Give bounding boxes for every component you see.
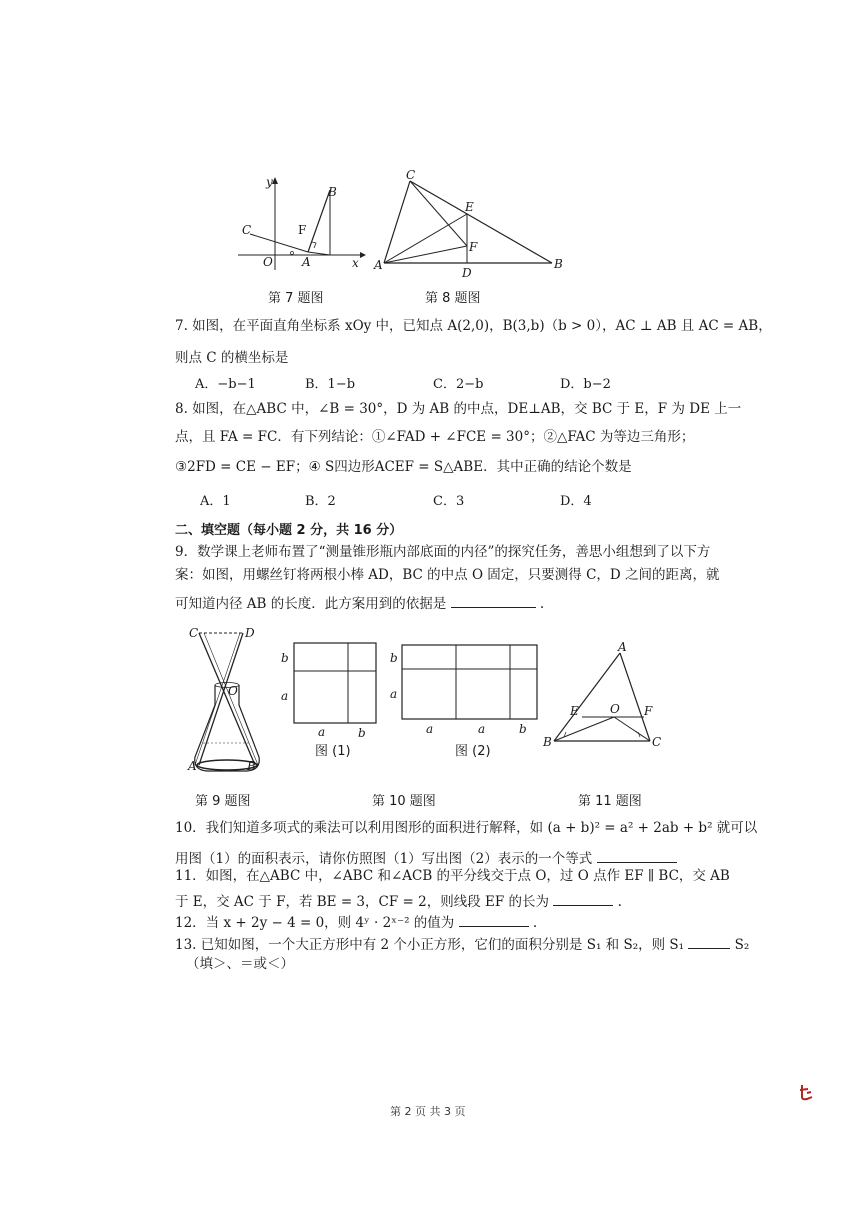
figure-8-triangle-diagram [370, 165, 570, 280]
question-9-answer-blank[interactable] [451, 595, 536, 608]
figure-7-caption: 第 7 题图 [268, 291, 324, 306]
fig7-label-f: F [298, 223, 307, 237]
fig7-label-c: C [242, 223, 252, 237]
question-13-line-1-text: 13. 已知如图，一个大正方形中有 2 个小正方形，它们的面积分别是 S₁ 和 S₂，则 S₁ [175, 937, 685, 953]
question-12-tail: . [532, 915, 538, 931]
question-8-line-1: 8. 如图，在△ABC 中，∠B = 30°，D 为 AB 的中点，DE⊥AB，交 BC 于 E，F 为 DE 上一 [175, 401, 742, 417]
question-9-tail: . [539, 596, 545, 612]
fig10-2-label-a-bottom-1: a [426, 722, 434, 736]
figure-9-flask-diagram [185, 625, 270, 775]
fig9-label-a: A [188, 759, 197, 773]
fig9-label-b: B [247, 759, 256, 773]
question-7-option-b[interactable]: B．1−b [305, 377, 356, 392]
fig8-label-f: F [469, 240, 478, 254]
fig9-label-d: D [245, 626, 255, 640]
question-11-answer-blank[interactable] [553, 893, 613, 906]
fig7-label-o: O [263, 255, 273, 269]
fig7-label-x: x [352, 256, 359, 270]
fig7-label-a: A [302, 255, 311, 269]
fig10-2-label-b-bottom: b [519, 722, 527, 736]
fig8-label-c: C [406, 168, 416, 182]
question-9-line-3-text: 可知道内径 AB 的长度．此方案用到的依据是 [175, 596, 447, 612]
fig10-2-label-a-left: a [390, 687, 398, 701]
question-9-line-2: 案：如图，用螺丝钉将两根小棒 AD，BC 的中点 O 固定，只要测得 C，D 之间的距离，就 [175, 567, 720, 583]
fig8-label-b: B [554, 257, 563, 271]
figure-11-caption: 第 11 题图 [578, 794, 642, 809]
figure-7-coordinate-diagram [230, 170, 370, 275]
fig8-label-a: A [374, 258, 383, 272]
fig11-label-f: F [644, 704, 653, 718]
fig8-label-d: D [462, 266, 472, 280]
fig9-label-c: C [189, 626, 199, 640]
fig10-2-label-a-bottom-2: a [478, 722, 486, 736]
section-2-heading: 二、填空题（每小题 2 分，共 16 分） [175, 523, 403, 538]
fig10-1-label-b-left: b [281, 651, 289, 665]
question-13-tail: S₂ [734, 937, 750, 953]
figure-9-caption: 第 9 题图 [195, 794, 251, 809]
question-7-line-2: 则点 C 的横坐标是 [175, 350, 289, 366]
question-7-option-c[interactable]: C．2−b [433, 377, 484, 392]
question-12-line-1 [175, 914, 537, 931]
question-8-option-c[interactable]: C．3 [433, 494, 465, 509]
question-7-option-d[interactable]: D．b−2 [560, 377, 611, 392]
question-7-line-1: 7. 如图，在平面直角坐标系 xOy 中，已知点 A(2,0)，B(3,b)（b > 0），AC ⊥ AB 且 AC = AB， [175, 318, 772, 334]
fig7-label-y: y [266, 175, 273, 189]
question-11-line-1: 11．如图，在△ABC 中，∠ABC 和∠ACB 的平分线交于点 O，过 O 点作 EF ∥ BC，交 AB [175, 868, 730, 884]
question-7-option-a[interactable]: A．−b−1 [195, 377, 256, 392]
figure-8-caption: 第 8 题图 [425, 291, 481, 306]
question-10-line-2 [175, 850, 677, 867]
question-10-answer-blank[interactable] [597, 850, 677, 863]
figure-10-caption: 第 10 题图 [372, 794, 436, 809]
question-8-option-d[interactable]: D．4 [560, 494, 592, 509]
fig11-label-e: E [570, 704, 579, 718]
question-12-line-1-text: 12．当 x + 2y − 4 = 0，则 4ʸ · 2ˣ⁻² 的值为 [175, 915, 455, 931]
question-11-line-2 [175, 893, 622, 910]
question-8-line-2: 点，且 FA = FC．有下列结论：①∠FAD + ∠FCE = 30°；②△FAC 为等边三角形； [175, 429, 695, 445]
fig10-2-label-b-left: b [390, 651, 398, 665]
question-10-line-2-text: 用图（1）的面积表示，请你仿照图（1）写出图（2）表示的一个等式 [175, 851, 593, 867]
red-ink-mark-icon [798, 1082, 816, 1102]
question-13-line-2: （填＞、＝或＜） [186, 956, 294, 972]
figure-10-subcaption-1: 图 (1) [315, 744, 351, 759]
figure-10-diagram-2 [388, 640, 543, 750]
question-8-line-3: ③2FD = CE − EF；④ S四边形ACEF = S△ABE．其中正确的结论个数是 [175, 459, 632, 475]
fig7-label-b: B [328, 185, 337, 199]
fig8-label-e: E [465, 200, 474, 214]
fig10-1-label-a-left: a [281, 689, 289, 703]
figure-11-triangle-diagram [540, 640, 670, 755]
fig10-1-label-b-bottom: b [358, 726, 366, 740]
question-13-line-1 [175, 936, 749, 953]
fig9-label-o: O [228, 684, 238, 698]
question-11-tail: . [617, 894, 622, 910]
question-9-line-1: 9．数学课上老师布置了“测量锥形瓶内部底面的内径”的探究任务，善思小组想到了以下方 [175, 544, 711, 560]
question-12-answer-blank[interactable] [459, 914, 529, 927]
fig11-label-o: O [610, 702, 620, 716]
question-11-line-2-text: 于 E，交 AC 于 F，若 BE = 3，CF = 2，则线段 EF 的长为 [175, 894, 549, 910]
fig11-label-a: A [618, 640, 627, 654]
figure-10-subcaption-2: 图 (2) [455, 744, 491, 759]
question-8-option-a[interactable]: A．1 [200, 494, 231, 509]
question-8-option-b[interactable]: B．2 [305, 494, 336, 509]
fig10-1-label-a-bottom: a [318, 725, 326, 739]
question-10-line-1: 10．我们知道多项式的乘法可以利用图形的面积进行解释，如 (a + b)² = a² + 2ab + b² 就可以 [175, 820, 758, 836]
question-9-line-3 [175, 595, 544, 612]
fig11-label-c: C [652, 735, 662, 749]
fig11-label-b: B [543, 735, 552, 749]
question-13-answer-blank[interactable] [688, 936, 730, 949]
page-footer: 第 2 页 共 3 页 [390, 1105, 466, 1118]
